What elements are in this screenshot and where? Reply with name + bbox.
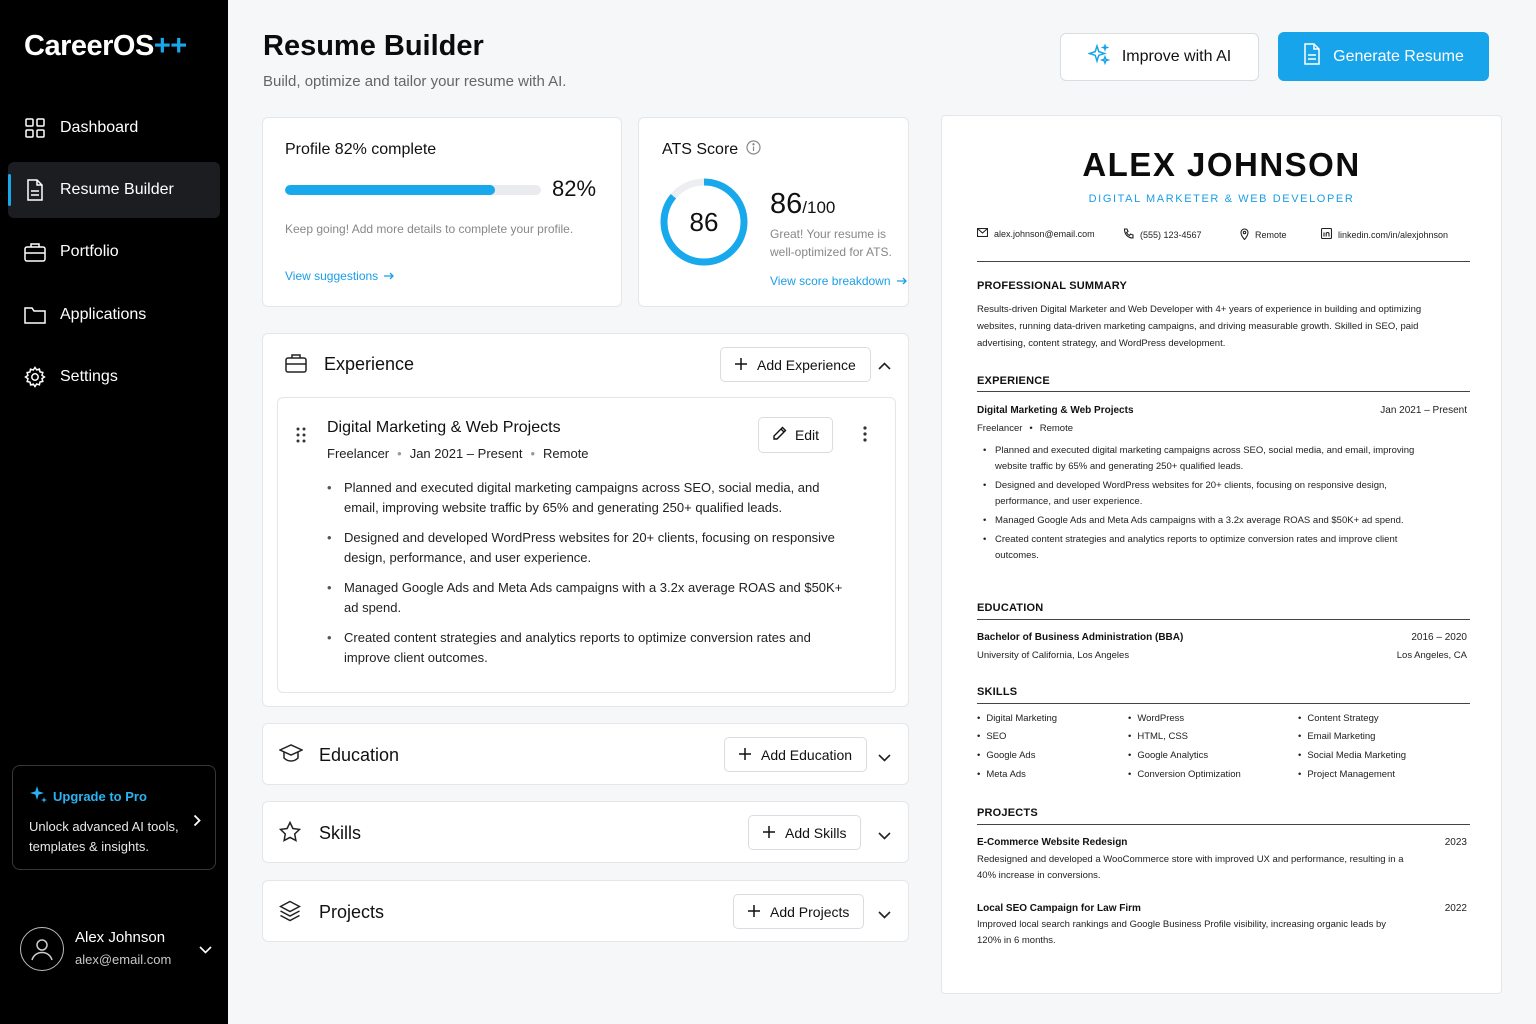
resume-proj2-desc: Improved local search rankings and Google Business Profile visibility, increasing organic leads by 120% in 6 months.	[977, 919, 1387, 946]
pencil-icon	[772, 426, 795, 444]
profile-progress-fill	[285, 185, 495, 195]
plus-icon	[748, 904, 770, 920]
list-item: • Planned and executed digital marketing campaigns across SEO, social media, and email, improving website traffic by 65% and generating 250+ qualified leads.	[977, 443, 1417, 475]
experience-title: Experience	[324, 354, 415, 374]
generate-resume-button[interactable]	[1278, 32, 1489, 81]
phone-icon	[1123, 228, 1140, 241]
resume-edu-location: Los Angeles, CA	[1396, 650, 1467, 661]
resume-experience-heading: EXPERIENCE	[977, 375, 1050, 387]
upgrade-card[interactable]	[12, 765, 216, 870]
sidebar	[0, 0, 228, 1024]
profile-hint: Keep going! Add more details to complete your profile.	[285, 222, 574, 236]
drag-handle-icon[interactable]	[296, 427, 306, 448]
profile-percent: 82%	[552, 176, 597, 201]
sparkle-icon	[29, 786, 53, 807]
list-item: • Designed and developed WordPress websites for 20+ clients, focusing on responsive design, performance, and user experience.	[327, 528, 857, 568]
resume-phone	[1123, 228, 1202, 241]
resume-edu-dates: 2016 – 2020	[1411, 632, 1467, 643]
resume-preview	[941, 115, 1502, 994]
resume-summary-heading: PROFESSIONAL SUMMARY	[977, 280, 1128, 292]
plus-icon	[739, 747, 761, 763]
resume-location	[1240, 228, 1287, 242]
arrow-right-icon	[891, 274, 907, 288]
sidebar-item-label: Portfolio	[60, 243, 119, 260]
resume-name: ALEX JOHNSON	[1082, 146, 1361, 183]
document-icon	[24, 179, 46, 201]
sidebar-item-portfolio[interactable]	[8, 224, 220, 280]
brand-logo[interactable]	[24, 30, 187, 63]
chevron-right-icon	[193, 814, 201, 832]
resume-edu-degree: Bachelor of Business Administration (BBA)	[977, 632, 1184, 643]
add-skills-label: Add Skills	[785, 824, 847, 841]
resume-role: DIGITAL MARKETER & WEB DEVELOPER	[1088, 193, 1355, 205]
upgrade-title-row	[29, 786, 199, 807]
view-suggestions-label: View suggestions	[285, 269, 379, 283]
add-experience-label: Add Experience	[757, 356, 856, 373]
education-title: Education	[319, 745, 400, 765]
resume-proj1-title: E-Commerce Website Redesign	[977, 837, 1128, 848]
skills-title: Skills	[319, 823, 362, 843]
chevron-down-icon	[199, 941, 212, 959]
list-item: • SEO	[977, 731, 1006, 742]
entry-location: Remote	[543, 446, 589, 461]
resume-exp-title: Digital Marketing & Web Projects	[977, 405, 1134, 416]
ats-description: Great! Your resume is well-optimized for ATS.	[770, 227, 892, 259]
projects-section[interactable]	[262, 880, 909, 942]
upgrade-title: Upgrade to Pro	[53, 789, 147, 804]
list-item: • Planned and executed digital marketing campaigns across SEO, social media, and email, improving website traffic by 65% and generating 250+ qualified leads.	[327, 478, 857, 518]
add-experience-button[interactable]	[720, 347, 871, 382]
improve-with-ai-button[interactable]	[1060, 33, 1259, 81]
mail-icon	[977, 228, 994, 239]
grid-icon	[24, 117, 46, 139]
brand-suffix: ++	[153, 30, 187, 62]
list-item: • Created content strategies and analytics reports to optimize conversion rates and improve client outcomes.	[327, 628, 857, 668]
resume-exp-bullets	[977, 443, 1417, 567]
page-subtitle: Build, optimize and tailor your resume with AI.	[263, 73, 567, 90]
skills-section[interactable]	[262, 801, 909, 863]
add-projects-label: Add Projects	[770, 903, 850, 920]
ats-title-row	[662, 140, 761, 160]
improve-with-ai-label: Improve with AI	[1121, 48, 1232, 65]
linkedin-icon	[1321, 228, 1338, 241]
resume-exp-location: Remote	[1039, 423, 1074, 434]
entry-dates: Jan 2021 – Present	[409, 446, 523, 461]
edit-label: Edit	[794, 427, 820, 443]
list-item: • Digital Marketing	[977, 713, 1057, 724]
resume-proj2-title: Local SEO Campaign for Law Firm	[977, 903, 1141, 914]
sidebar-item-label: Dashboard	[60, 119, 139, 136]
list-item: • Social Media Marketing	[1298, 750, 1406, 761]
projects-title: Projects	[319, 902, 385, 922]
user-email: alex@email.com	[75, 952, 172, 967]
list-item: • Managed Google Ads and Meta Ads campaigns with a 3.2x average ROAS and $50K+ ad spend.	[977, 513, 1417, 529]
generate-resume-label: Generate Resume	[1333, 47, 1464, 65]
divider	[977, 391, 1470, 392]
list-item: • Google Ads	[977, 750, 1035, 761]
resume-proj1-year: 2023	[1444, 837, 1467, 848]
document-icon	[1303, 43, 1333, 70]
list-item: • Conversion Optimization	[1128, 769, 1241, 780]
resume-skills-heading: SKILLS	[977, 686, 1018, 698]
ats-score-value	[770, 188, 835, 221]
folder-icon	[24, 304, 46, 326]
entry-title: Digital Marketing & Web Projects	[327, 419, 561, 436]
view-score-breakdown-label: View score breakdown	[770, 274, 891, 288]
plus-icon	[763, 825, 785, 841]
sidebar-item-applications[interactable]	[8, 287, 220, 343]
sidebar-item-dashboard[interactable]	[8, 100, 220, 156]
resume-email	[977, 228, 1095, 239]
list-item: • WordPress	[1128, 713, 1184, 724]
layers-icon	[279, 900, 301, 927]
resume-linkedin-text: linkedin.com/in/alexjohnson	[1338, 229, 1449, 240]
edit-entry-button[interactable]	[758, 417, 833, 453]
experience-header[interactable]	[263, 334, 908, 394]
resume-education-heading: EDUCATION	[977, 602, 1044, 614]
divider	[977, 619, 1470, 620]
upgrade-description: Unlock advanced AI tools, templates & insights.	[29, 819, 179, 854]
add-skills-button[interactable]	[748, 815, 861, 850]
profile-progress-bar	[285, 185, 541, 195]
resume-location-text: Remote	[1255, 230, 1287, 240]
resume-linkedin	[1321, 228, 1448, 241]
resume-summary: Results-driven Digital Marketer and Web Developer with 4+ years of experience in building and optimizing websites, running data-driven marketing campaigns, and driving measurable growth. Skilled in SEO, paid advertising, content strategy, and WordPress development.	[977, 304, 1422, 349]
resume-projects-heading: PROJECTS	[977, 807, 1038, 819]
ats-title: ATS Score	[662, 141, 739, 158]
chevron-down-icon[interactable]	[878, 827, 891, 845]
briefcase-icon	[285, 353, 307, 378]
resume-proj1-desc: Redesigned and developed a WooCommerce store with improved UX and performance, resulting in a 40% increase in conversions.	[977, 854, 1404, 881]
list-item: • Managed Google Ads and Meta Ads campaigns with a 3.2x average ROAS and $50K+ ad spend.	[327, 578, 857, 618]
brand-name: CareerOS	[24, 30, 154, 62]
resume-email-text: alex.johnson@email.com	[994, 228, 1095, 239]
chevron-up-icon[interactable]	[878, 357, 891, 375]
view-score-breakdown-link[interactable]	[770, 274, 907, 288]
profile-title: Profile 82% complete	[285, 141, 437, 158]
resume-exp-meta: Freelancer • Remote	[977, 423, 1074, 434]
resume-phone-text: (555) 123-4567	[1140, 229, 1202, 240]
sparkle-icon	[1088, 44, 1122, 71]
divider	[977, 703, 1470, 704]
sidebar-item-label: Settings	[60, 368, 118, 385]
list-item: • Meta Ads	[977, 769, 1026, 780]
graduation-cap-icon	[279, 743, 303, 770]
divider	[977, 261, 1470, 262]
add-projects-button[interactable]	[733, 894, 864, 929]
plus-icon	[735, 357, 757, 373]
sidebar-item-resume-builder[interactable]	[8, 162, 220, 218]
ats-score-number: 86	[770, 188, 803, 220]
view-suggestions-link[interactable]	[285, 269, 394, 283]
ats-ring-score: 86	[689, 206, 719, 237]
list-item: • Email Marketing	[1298, 731, 1375, 742]
more-options-icon[interactable]	[863, 426, 867, 447]
user-menu[interactable]	[20, 925, 216, 975]
education-section[interactable]	[262, 723, 909, 785]
list-item: • Google Analytics	[1128, 750, 1208, 761]
star-icon	[279, 821, 301, 848]
briefcase-icon	[24, 241, 46, 263]
chevron-down-icon[interactable]	[878, 906, 891, 924]
user-name: Alex Johnson	[75, 929, 166, 946]
sidebar-item-settings[interactable]	[8, 349, 220, 405]
entry-meta: Freelancer • Jan 2021 – Present • Remote	[327, 446, 589, 461]
resume-exp-dates: Jan 2021 – Present	[1380, 405, 1467, 416]
divider	[977, 824, 1470, 825]
profile-completion-card	[262, 117, 622, 307]
resume-edu-school: University of California, Los Angeles	[977, 650, 1130, 661]
location-pin-icon	[1240, 228, 1255, 242]
list-item: • Content Strategy	[1298, 713, 1379, 724]
add-education-label: Add Education	[761, 746, 853, 763]
resume-exp-company: Freelancer	[977, 423, 1023, 434]
list-item: • Designed and developed WordPress websites for 20+ clients, focusing on responsive design, performance, and user experience.	[977, 478, 1417, 510]
list-item: • Created content strategies and analytics reports to optimize conversion rates and improve client outcomes.	[977, 532, 1417, 564]
list-item: • Project Management	[1298, 769, 1395, 780]
resume-proj2-year: 2022	[1444, 903, 1467, 914]
info-icon[interactable]	[738, 140, 761, 160]
entry-bullets	[327, 478, 857, 678]
page-title: Resume Builder	[263, 30, 484, 62]
arrow-right-icon	[378, 269, 394, 283]
ats-score-card	[638, 117, 909, 307]
gear-icon	[24, 366, 46, 388]
sidebar-item-label: Applications	[60, 306, 147, 323]
experience-section	[262, 333, 909, 707]
add-education-button[interactable]	[724, 737, 867, 772]
chevron-down-icon[interactable]	[878, 749, 891, 767]
sidebar-item-label: Resume Builder	[60, 181, 174, 198]
ats-score-max: /100	[802, 198, 836, 217]
avatar	[20, 927, 64, 971]
list-item: • HTML, CSS	[1128, 731, 1188, 742]
experience-entry	[277, 397, 896, 693]
entry-company: Freelancer	[327, 446, 390, 461]
